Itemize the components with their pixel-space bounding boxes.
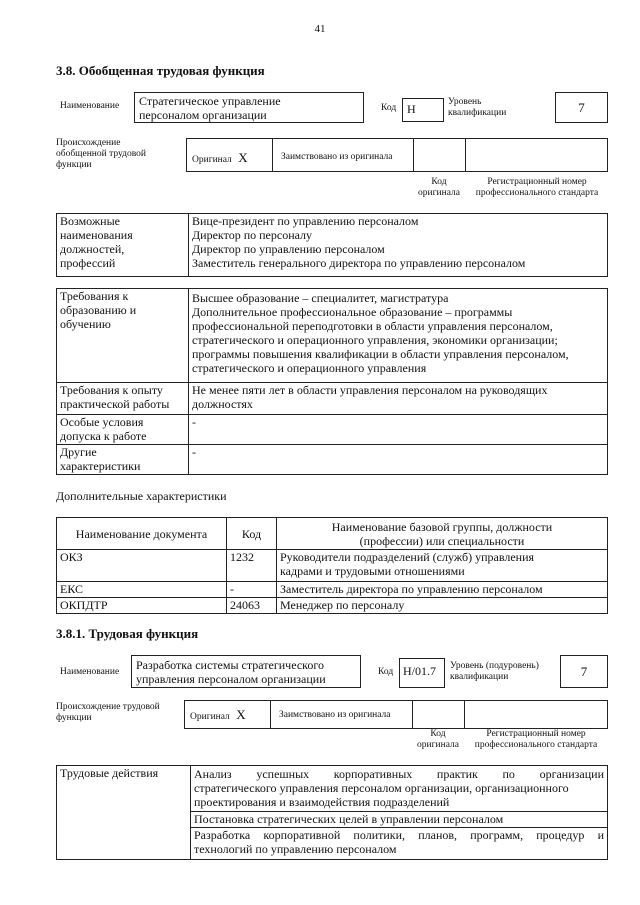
position-item: Вице-президент по управлению персоналом: [192, 214, 419, 228]
requirement-label: Особые условия допуска к работе: [57, 415, 189, 445]
cell-code: 1232: [227, 550, 277, 582]
cell-name: Менеджер по персоналу: [277, 598, 608, 614]
origin-label-line1: Происхождение: [56, 138, 121, 148]
table-row: [57, 445, 608, 475]
sub-level-label: Уровень (подуровень) квалификации: [450, 661, 539, 682]
level-label: [448, 97, 506, 119]
origin-label-line2: обобщенной трудовой: [56, 149, 146, 159]
origin-label-line3: функции: [56, 160, 92, 170]
header-code: Код: [227, 518, 277, 550]
cell-name: Руководители подразделений (служб) управления кадрами и трудовыми отношениями: [277, 550, 608, 582]
requirement-label: Требования к опыту практической работы: [57, 383, 189, 415]
section-title: 3.8. Обобщенная трудовая функция: [56, 63, 265, 78]
requirement-value: -: [189, 445, 608, 475]
sub-origin-box: [184, 700, 608, 729]
positions-table: [56, 213, 608, 277]
table-row: [57, 550, 608, 582]
sub-caption-code: Код оригинала: [417, 729, 459, 750]
origin-label: [56, 138, 146, 171]
level-value-box: [555, 92, 608, 123]
header-doc: Наименование документа: [57, 518, 227, 550]
table-row: [57, 766, 608, 812]
cell-name: Заместитель директора по управлению персоналом: [277, 582, 608, 598]
cell-doc: ОКЗ: [57, 550, 227, 582]
requirement-value: Высшее образование – специалитет, магистратура Дополнительное профессиональное образование – программы профессиональной переподготовки в области управления персоналом, стратегического и операционного управления, экономики организации; программы повышения квалификации в области управления персоналом, стратегического и операционного управления: [189, 289, 608, 383]
sub-level-value: 7: [580, 664, 588, 679]
positions-label: Возможные наименования должностей, профессий: [57, 214, 189, 277]
subsection-title: 3.8.1. Трудовая функция: [56, 626, 199, 641]
original-label: Оригинал Х: [192, 150, 248, 165]
cell-code: -: [227, 582, 277, 598]
table-row: [57, 598, 608, 614]
sub-name-label: Наименование: [60, 667, 120, 677]
sub-original-label: Оригинал Х: [190, 707, 246, 722]
cell-code: 24063: [227, 598, 277, 614]
sub-borrowed-label: Заимствовано из оригинала: [279, 710, 391, 720]
sub-original-mark: Х: [236, 707, 246, 722]
cell-doc: ОКПДТР: [57, 598, 227, 614]
requirement-value: -: [189, 415, 608, 445]
position-item: Директор по персоналу: [192, 228, 313, 242]
table-row: [57, 383, 608, 415]
name-label: Наименование: [60, 101, 120, 111]
requirement-label: Требования к образованию и обучению: [57, 289, 189, 383]
caption-code: Код оригинала: [418, 177, 460, 198]
caption-reg: Регистрационный номер профессионального стандарта: [475, 177, 599, 198]
table-row: [57, 582, 608, 598]
table-row: [57, 415, 608, 445]
code-value-box: [402, 98, 444, 122]
requirements-table: [56, 288, 608, 475]
sub-code-value: Н/01.7: [403, 664, 436, 678]
sub-level-value-box: [560, 655, 608, 688]
sub-code-label: Код: [378, 667, 394, 677]
sub-caption-reg: Регистрационный номер профессионального стандарта: [474, 729, 598, 750]
name-value-line2: персоналом организации: [139, 108, 267, 122]
sub-name-value-line2: управления персоналом организации: [136, 672, 326, 686]
requirement-label: Другие характеристики: [57, 445, 189, 475]
positions-values: [189, 214, 608, 277]
name-value-line1: Стратегическое управление: [139, 94, 281, 108]
origin-box: [186, 138, 608, 172]
position-item: Директор по управлению персоналом: [192, 242, 385, 256]
table-header-row: [57, 518, 608, 550]
labor-actions-label: Трудовые действия: [57, 766, 191, 860]
level-label-line2: квалификации: [448, 108, 507, 118]
labor-actions-table: [56, 765, 608, 860]
requirement-value: Не менее пяти лет в области управления персоналом на руководящих должностях: [189, 383, 608, 415]
labor-action-item: Постановка стратегических целей в управлении персоналом: [191, 812, 608, 828]
labor-action-item: Разработка корпоративной политики, планов, программ, процедур и технологий по управлению персоналом: [191, 828, 608, 860]
name-value-box: [134, 92, 364, 123]
sub-code-value-box: [399, 658, 445, 688]
level-value: 7: [578, 100, 585, 115]
level-label-line1: Уровень: [448, 97, 482, 107]
borrowed-label: Заимствовано из оригинала: [281, 152, 393, 162]
cell-doc: ЕКС: [57, 582, 227, 598]
sub-name-value-box: [131, 655, 361, 688]
code-label: Код: [381, 103, 397, 113]
position-item: Заместитель генерального директора по управлению персоналом: [192, 256, 526, 270]
original-mark: Х: [238, 150, 248, 165]
table-row: [57, 289, 608, 383]
code-value: Н: [407, 102, 416, 116]
sub-origin-label: Происхождение трудовой функции: [56, 702, 160, 723]
sub-name-value-line1: Разработка системы стратегического: [136, 658, 325, 672]
labor-action-item: Анализ успешных корпоративных практик по организации стратегического управления персоналом организации, организационного проектирования и взаимодействия подразделений: [191, 766, 608, 812]
page-number: 41: [314, 23, 326, 35]
additional-table: [56, 517, 608, 614]
additional-title: Дополнительные характеристики: [56, 489, 227, 503]
header-base: Наименование базовой группы, должности (профессии) или специальности: [277, 518, 608, 550]
